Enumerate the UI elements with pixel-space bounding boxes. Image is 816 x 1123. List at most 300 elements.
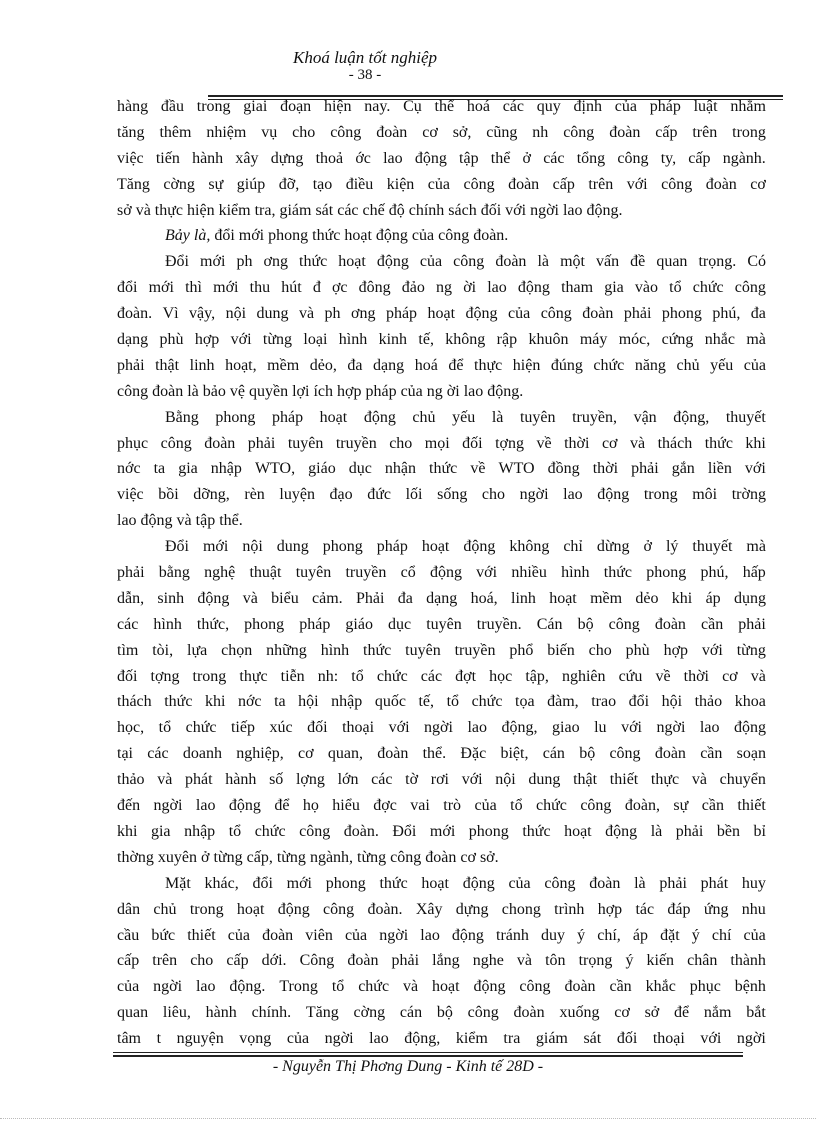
- body-line: [117, 301, 766, 327]
- body-line: [117, 612, 766, 638]
- word: truyền: [454, 641, 496, 659]
- word: lao: [195, 978, 216, 996]
- word: các: [147, 745, 169, 763]
- word: động: [473, 978, 506, 996]
- body-line: [117, 974, 766, 1000]
- word: hoá,: [470, 589, 498, 607]
- word: thức: [603, 564, 632, 582]
- word: mới: [148, 279, 174, 297]
- word: phải: [117, 564, 145, 582]
- word: thật: [573, 771, 598, 789]
- word: nhắc: [704, 331, 735, 349]
- word: cho: [292, 123, 316, 141]
- word: phải: [247, 434, 276, 452]
- word: của: [419, 253, 443, 271]
- word: chức: [254, 822, 286, 840]
- body-line: [117, 353, 766, 379]
- word: phong: [468, 822, 509, 840]
- word: phong: [322, 538, 363, 556]
- word: lao: [463, 382, 484, 400]
- word: bộ: [436, 1004, 453, 1022]
- word: Đổi: [165, 538, 189, 556]
- word: kiến: [646, 952, 675, 970]
- word: cơ: [460, 848, 476, 866]
- body-line: [117, 94, 766, 120]
- word: mềm: [590, 589, 623, 607]
- word: lợng: [295, 771, 325, 789]
- word: nớc: [117, 460, 141, 478]
- word: của: [508, 874, 531, 892]
- word: vệ: [229, 382, 245, 400]
- word: mềm: [267, 356, 300, 374]
- word: ngời: [153, 978, 183, 996]
- word: nhằm: [730, 98, 766, 115]
- word: đoàn: [589, 874, 621, 892]
- word: pháp: [365, 382, 397, 400]
- word: ý: [577, 926, 586, 944]
- word: đổi: [117, 279, 138, 297]
- word: Tăng: [305, 1004, 339, 1022]
- word: cấp,: [246, 848, 273, 866]
- word: chức: [471, 693, 503, 711]
- word: với: [505, 201, 527, 219]
- word: hiện: [187, 201, 215, 219]
- word: với: [744, 460, 766, 478]
- word: ta: [274, 693, 286, 711]
- word: mới: [213, 279, 239, 297]
- word: lợi: [292, 382, 310, 400]
- word: thực: [474, 356, 503, 374]
- word: mọi: [424, 434, 450, 452]
- word: cho: [190, 952, 214, 970]
- word: ý: [625, 952, 634, 970]
- word: ngời: [519, 486, 549, 504]
- word: nghệ: [204, 564, 236, 582]
- word: hoạt: [338, 253, 366, 271]
- body-line: [117, 897, 766, 923]
- word: Đổi: [392, 822, 417, 840]
- word: ợc: [331, 279, 348, 297]
- word: ph: [324, 305, 341, 323]
- word: giao: [552, 719, 580, 737]
- body-line: [117, 819, 766, 845]
- word: và: [629, 434, 646, 452]
- word: lắng: [432, 952, 460, 970]
- word: đáp: [667, 900, 691, 918]
- word: và: [135, 201, 151, 219]
- word: của: [344, 926, 368, 944]
- word: đoàn.: [117, 305, 153, 323]
- word: đối: [480, 201, 502, 219]
- word: vọng: [239, 1030, 272, 1048]
- word: từng: [357, 848, 387, 866]
- word: nguyện: [176, 1030, 224, 1048]
- word: liêu,: [162, 1004, 191, 1022]
- body-line: [117, 741, 766, 767]
- word: và: [176, 512, 192, 530]
- word: trong: [732, 123, 766, 141]
- word: phải: [623, 305, 652, 323]
- word: ớc: [355, 149, 371, 167]
- word: phải: [659, 874, 687, 892]
- word: cán: [399, 1004, 423, 1022]
- word: dừng: [596, 538, 630, 556]
- word: cơ: [422, 123, 438, 141]
- word: chế: [362, 201, 385, 219]
- word: thu: [249, 279, 271, 297]
- word: tợng: [150, 667, 180, 685]
- word: trọng.: [698, 253, 737, 271]
- body-line: [117, 120, 766, 146]
- word: áp: [705, 589, 721, 607]
- dotted-divider: [0, 1118, 816, 1120]
- word: giai: [243, 98, 268, 115]
- word: động: [733, 719, 766, 737]
- word: đúng: [550, 356, 583, 374]
- body-line: [117, 715, 766, 741]
- word: cần: [700, 615, 724, 633]
- word: cơ: [601, 434, 618, 452]
- word: phát: [700, 874, 729, 892]
- word: Trong: [279, 978, 318, 996]
- word: cũng: [486, 123, 518, 141]
- word: đoàn: [204, 434, 236, 452]
- word: động,: [501, 719, 538, 737]
- word: để: [448, 356, 464, 374]
- word: công: [608, 615, 640, 633]
- word: cứng: [661, 331, 694, 349]
- word: nay.: [364, 98, 391, 115]
- word: thiết: [737, 797, 766, 815]
- word: năng: [634, 356, 666, 374]
- word: dựng: [270, 149, 304, 167]
- word: công: [160, 434, 192, 452]
- word: rập: [496, 331, 518, 349]
- word: là: [187, 382, 199, 400]
- word: của: [743, 356, 766, 374]
- word: đoàn: [377, 745, 409, 763]
- word: thành: [730, 952, 766, 970]
- word: Xây: [415, 900, 443, 918]
- word: tạo: [312, 175, 333, 193]
- word: vấn: [596, 253, 620, 271]
- word: tuyên: [295, 564, 332, 582]
- word: đặt: [660, 926, 680, 944]
- word: dỡng,: [193, 486, 230, 504]
- word: là: [537, 253, 550, 271]
- word: đoàn: [654, 745, 686, 763]
- word: đoàn: [508, 175, 540, 193]
- word: nhiều: [511, 564, 547, 582]
- word: phong: [646, 564, 687, 582]
- word: hoạt: [427, 305, 456, 323]
- body-line: [117, 1026, 766, 1052]
- word: lao: [563, 486, 583, 504]
- word: đầu: [160, 98, 184, 115]
- word: phù: [625, 641, 650, 659]
- word: chức: [185, 719, 217, 737]
- body-line: [117, 327, 766, 353]
- word: ta: [153, 460, 166, 478]
- word: tham: [561, 279, 594, 297]
- word: học,: [117, 719, 145, 737]
- word: biệt,: [500, 745, 529, 763]
- word: công: [463, 175, 495, 193]
- word: rơi: [430, 771, 449, 789]
- body-line: [117, 664, 766, 690]
- word: với: [388, 719, 410, 737]
- word: của: [227, 926, 250, 944]
- word: với: [621, 719, 642, 737]
- word: ơng: [351, 305, 376, 323]
- word: pháp: [376, 538, 408, 556]
- word: điều: [345, 175, 374, 193]
- word: cơ: [722, 667, 738, 685]
- word: và: [298, 305, 315, 323]
- body-line: [117, 793, 766, 819]
- word: gia: [150, 822, 171, 840]
- word: biến: [547, 641, 575, 659]
- word: ngời: [424, 719, 453, 737]
- word: hợp: [597, 900, 623, 918]
- body-text: [117, 94, 766, 1052]
- word: đoàn: [152, 382, 184, 400]
- word: thách: [117, 693, 152, 711]
- word: khác,: [204, 874, 239, 892]
- word: nhiệm: [206, 123, 247, 141]
- body-line: [117, 1000, 766, 1026]
- word: nội: [242, 538, 263, 556]
- word: trên: [692, 123, 718, 141]
- word: quan: [117, 1004, 149, 1022]
- word: hội: [661, 693, 683, 711]
- word: đoàn: [376, 123, 408, 141]
- word: khi: [204, 693, 226, 711]
- word: quan: [656, 253, 688, 271]
- word: là: [634, 874, 646, 892]
- word: hiện: [323, 98, 352, 115]
- word: bền: [716, 822, 740, 840]
- word: thể: [434, 98, 455, 115]
- word: thức: [363, 641, 392, 659]
- word: và: [402, 978, 419, 996]
- word: động,: [404, 1030, 441, 1048]
- word: xuống: [559, 1004, 600, 1022]
- word: hình: [153, 615, 182, 633]
- word: nớc: [237, 693, 262, 711]
- word: thêm: [159, 123, 192, 141]
- word: từng: [262, 331, 293, 349]
- word: phải: [117, 356, 145, 374]
- word: của: [117, 978, 140, 996]
- word: cứu: [618, 667, 643, 685]
- word: đàm,: [547, 693, 579, 711]
- word: tập,: [525, 667, 549, 685]
- word: lao: [487, 279, 507, 297]
- word: liền: [707, 460, 732, 478]
- word: gia: [178, 460, 198, 478]
- word: mà: [746, 538, 766, 556]
- word: đoàn: [564, 978, 596, 996]
- word: Mặt: [165, 874, 191, 892]
- word: sát: [315, 201, 334, 219]
- word: xúc: [269, 719, 293, 737]
- word: đoàn.: [367, 900, 403, 918]
- word: và: [157, 771, 173, 789]
- word: chân: [687, 952, 718, 970]
- word: WTO,: [254, 460, 296, 478]
- word: hoạt: [564, 822, 592, 840]
- word: công: [617, 149, 649, 167]
- word: khi: [671, 589, 693, 607]
- word: và: [691, 771, 707, 789]
- word: thì: [185, 279, 202, 297]
- word: thực: [650, 771, 680, 789]
- word: thức,: [196, 615, 230, 633]
- word: ty,: [660, 149, 677, 167]
- word: ời: [463, 279, 477, 297]
- word: nhận: [384, 460, 416, 478]
- word: bảo: [202, 382, 226, 400]
- word: thoại: [342, 719, 375, 737]
- word: sở.: [479, 848, 499, 866]
- word: tôn: [545, 952, 566, 970]
- word: với: [701, 641, 723, 659]
- word: thể.: [422, 745, 447, 763]
- word: cờng: [163, 175, 195, 193]
- word: phải: [631, 460, 659, 478]
- word: móc,: [618, 331, 651, 349]
- word: lao: [117, 512, 137, 530]
- word: là: [650, 822, 663, 840]
- word: thuật: [249, 564, 282, 582]
- word: quan,: [327, 745, 363, 763]
- word: đảo: [401, 279, 425, 297]
- word: vận: [633, 408, 657, 426]
- word: cơ: [750, 175, 766, 193]
- word: dục: [348, 460, 372, 478]
- word: nội: [225, 305, 247, 323]
- word: mới: [200, 253, 226, 271]
- word: với: [230, 331, 252, 349]
- word: huy: [741, 874, 766, 892]
- word: cho: [588, 641, 612, 659]
- word: công: [734, 279, 766, 297]
- word: đa: [347, 356, 363, 374]
- word: dựng: [455, 900, 489, 918]
- word: thức: [704, 434, 733, 452]
- body-line: [117, 508, 766, 534]
- word: thời: [592, 460, 619, 478]
- body-line: [117, 405, 766, 431]
- word: trong: [196, 98, 231, 115]
- word: tợng: [495, 434, 525, 452]
- word: và: [750, 667, 766, 685]
- word: phù: [159, 331, 184, 349]
- word: cơ: [614, 1004, 630, 1022]
- word: chính: [408, 201, 445, 219]
- word: các: [117, 615, 139, 633]
- word: Đặc: [460, 745, 487, 763]
- word: lao: [383, 149, 403, 167]
- word: hoạt: [236, 900, 265, 918]
- word: yếu: [452, 408, 476, 426]
- word: tìm: [117, 641, 139, 659]
- word: động: [465, 305, 498, 323]
- word: Bằng: [165, 408, 199, 426]
- word: thức: [379, 874, 408, 892]
- word: dục: [388, 615, 412, 633]
- word: đề: [630, 253, 646, 271]
- word: bộ: [579, 745, 596, 763]
- word: máy: [579, 331, 608, 349]
- word: hiện: [512, 356, 541, 374]
- word: tế,: [418, 693, 435, 711]
- word: giám: [279, 201, 312, 219]
- word: sở,: [452, 123, 472, 141]
- word: nh:: [317, 667, 339, 685]
- word: ngời: [379, 926, 409, 944]
- word: tế,: [418, 331, 434, 349]
- word: phải: [391, 952, 420, 970]
- word: đoàn,: [624, 797, 660, 815]
- word: về: [470, 460, 486, 478]
- word: khuôn: [528, 331, 569, 349]
- word: Có: [747, 253, 766, 271]
- word: đoàn: [582, 305, 614, 323]
- word: độ: [388, 201, 405, 219]
- word: hành: [192, 149, 224, 167]
- footer-rule-thick: [113, 1055, 743, 1057]
- word: lao: [195, 797, 216, 815]
- word: chức: [692, 279, 724, 297]
- word: thời: [683, 667, 709, 685]
- word: nội: [495, 771, 516, 789]
- word: động: [228, 797, 261, 815]
- word: dẻo: [635, 589, 659, 607]
- word: gắn: [671, 460, 695, 478]
- word: phong: [215, 408, 256, 426]
- body-line: [117, 223, 766, 249]
- word: với: [461, 771, 483, 789]
- word: công: [661, 175, 693, 193]
- word: hành: [225, 771, 257, 789]
- word: công: [544, 874, 576, 892]
- word: tổ: [446, 693, 460, 711]
- word: quốc: [374, 693, 406, 711]
- word: đổi: [628, 693, 650, 711]
- word: dung: [528, 771, 561, 789]
- word: tiễn: [280, 667, 305, 685]
- word: đối: [117, 667, 138, 685]
- word: kiểm: [218, 201, 251, 219]
- word: tra: [503, 1030, 521, 1048]
- word: cán: [542, 745, 565, 763]
- word: công: [580, 797, 612, 815]
- word: tuyên: [405, 641, 441, 659]
- word: chọn: [221, 641, 253, 659]
- word: động: [376, 253, 409, 271]
- word: tâm: [117, 1030, 141, 1048]
- word: tập: [195, 512, 216, 530]
- word: ời: [446, 382, 460, 400]
- word: Đổi: [165, 253, 189, 271]
- word: cần: [609, 978, 632, 996]
- word: vào: [634, 279, 658, 297]
- word: thể: [490, 149, 511, 167]
- word: WTO: [498, 460, 535, 478]
- word: ng: [426, 382, 443, 400]
